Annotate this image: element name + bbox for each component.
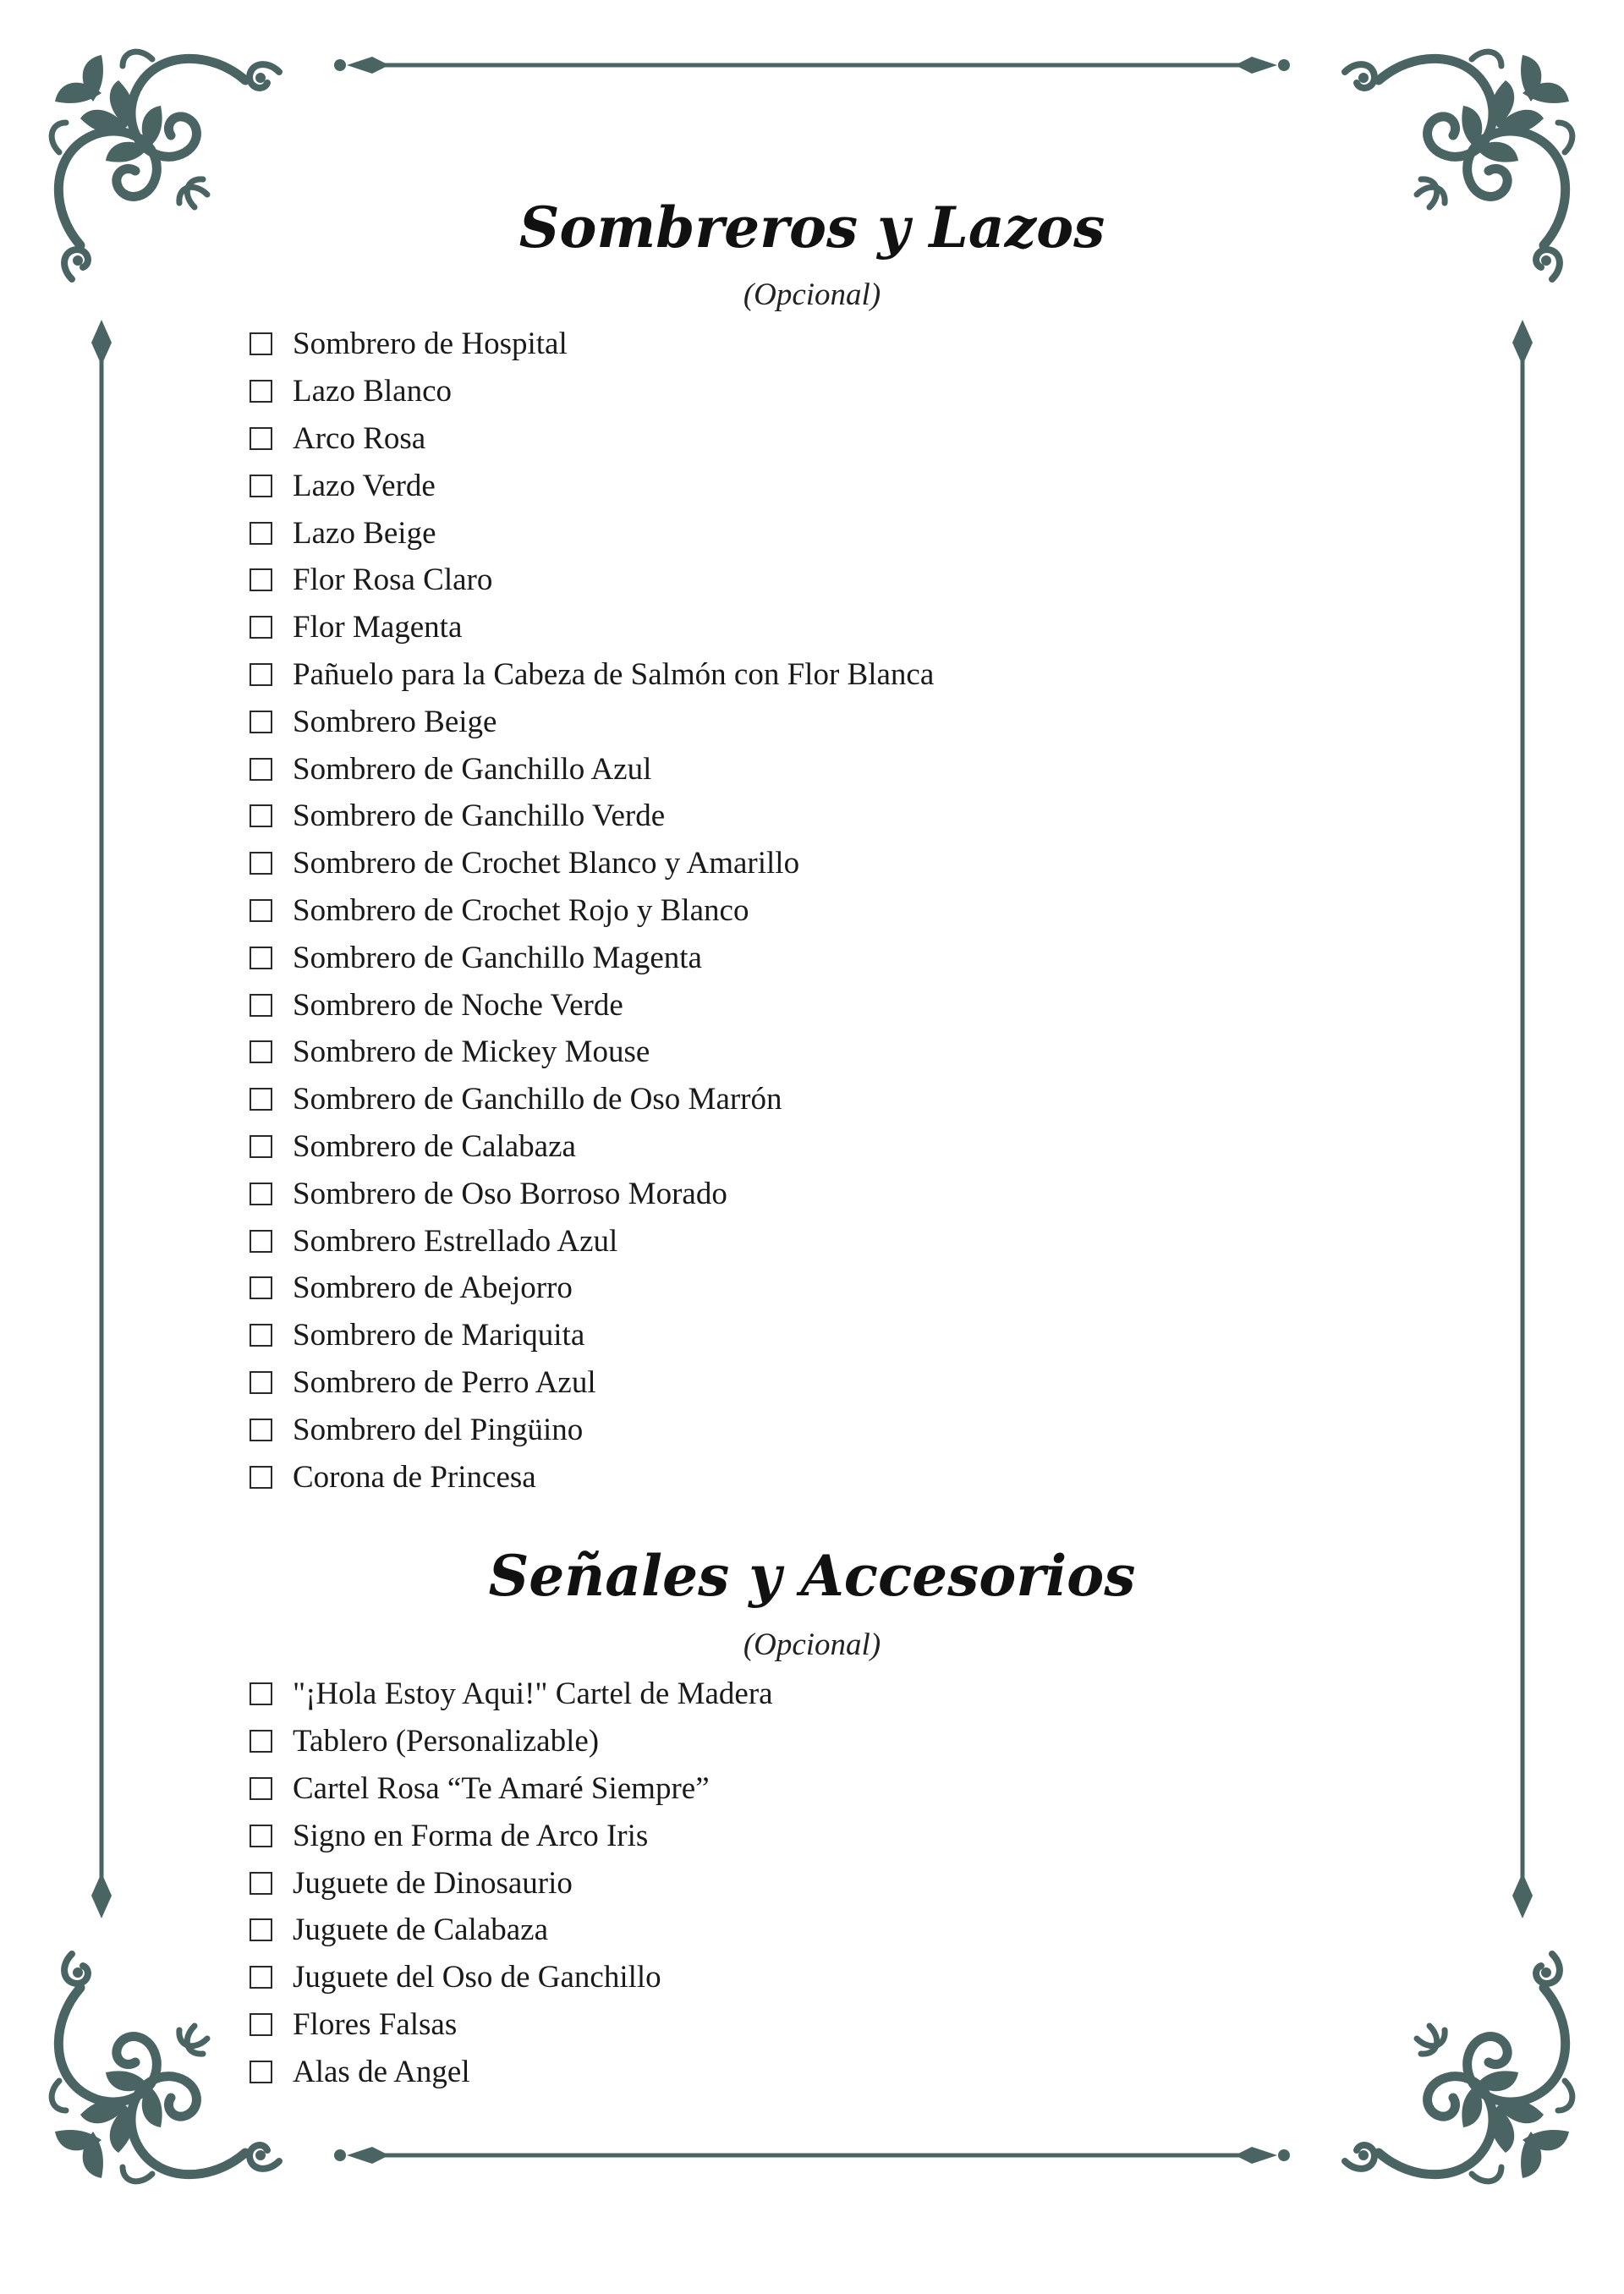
checkbox[interactable] xyxy=(250,1872,272,1895)
item-label: Juguete de Dinosaurio xyxy=(293,1865,573,1901)
list-item xyxy=(250,1312,934,1359)
checkbox[interactable] xyxy=(250,1183,272,1205)
item-label: "¡Hola Estoy Aqui!" Cartel de Madera xyxy=(293,1677,773,1712)
list-item xyxy=(250,1123,934,1171)
list-item xyxy=(250,604,934,651)
list-item xyxy=(250,2048,773,2095)
list-item xyxy=(250,1812,773,1859)
checkbox[interactable] xyxy=(250,616,272,639)
checkbox[interactable] xyxy=(250,711,272,733)
item-label: Flores Falsas xyxy=(293,2006,458,2042)
list-item xyxy=(250,415,934,463)
checkbox[interactable] xyxy=(250,568,272,591)
checkbox[interactable] xyxy=(250,1230,272,1253)
section-subtitle-hats: (Opcional) xyxy=(743,277,881,312)
list-item xyxy=(250,1359,934,1407)
list-item xyxy=(250,698,934,745)
checkbox[interactable] xyxy=(250,1466,272,1489)
checkbox[interactable] xyxy=(250,522,272,545)
checkbox[interactable] xyxy=(250,758,272,781)
checkbox[interactable] xyxy=(250,1371,272,1394)
item-label: Lazo Beige xyxy=(293,515,436,551)
list-item xyxy=(250,1265,934,1312)
checkbox[interactable] xyxy=(250,1966,272,1989)
list-item xyxy=(250,509,934,557)
list-item xyxy=(250,1765,773,1813)
list-item xyxy=(250,1453,934,1501)
item-label: Sombrero de Calabaza xyxy=(293,1128,576,1164)
checkbox[interactable] xyxy=(250,1682,272,1705)
list-item xyxy=(250,557,934,604)
list-item xyxy=(250,1907,773,1954)
item-label: Sombrero de Crochet Blanco y Amarillo xyxy=(293,846,800,881)
checkbox[interactable] xyxy=(250,1777,272,1800)
list-item xyxy=(250,1217,934,1265)
section-title-hats: Sombreros y Lazos xyxy=(518,195,1106,261)
item-label: Juguete de Calabaza xyxy=(293,1913,549,1948)
checkbox[interactable] xyxy=(250,380,272,403)
item-label: Flor Rosa Claro xyxy=(293,563,493,598)
checkbox[interactable] xyxy=(250,427,272,450)
item-label: Signo en Forma de Arco Iris xyxy=(293,1818,649,1853)
list-item xyxy=(250,462,934,509)
item-label: Lazo Verde xyxy=(293,468,436,503)
item-label: Lazo Blanco xyxy=(293,374,452,409)
item-label: Cartel Rosa “Te Amaré Siempre” xyxy=(293,1770,710,1806)
item-label: Flor Magenta xyxy=(293,610,463,645)
list-item xyxy=(250,1718,773,1765)
item-label: Pañuelo para la Cabeza de Salmón con Flor Blanca xyxy=(293,656,935,692)
item-label: Sombrero de Perro Azul xyxy=(293,1364,596,1400)
checkbox[interactable] xyxy=(250,475,272,497)
list-item xyxy=(250,1954,773,2001)
checkbox[interactable] xyxy=(250,1040,272,1063)
list-item xyxy=(250,745,934,793)
checkbox[interactable] xyxy=(250,852,272,875)
item-label: Arco Rosa xyxy=(293,420,426,456)
checkbox[interactable] xyxy=(250,1918,272,1941)
item-label: Sombrero de Mariquita xyxy=(293,1318,585,1353)
item-label: Juguete del Oso de Ganchillo xyxy=(293,1960,661,1995)
item-label: Sombrero del Pingüino xyxy=(293,1412,584,1447)
item-label: Sombrero de Abejorro xyxy=(293,1270,573,1306)
item-label: Corona de Princesa xyxy=(293,1459,536,1495)
item-label: Sombrero Estrellado Azul xyxy=(293,1223,618,1259)
item-label: Sombrero de Ganchillo Azul xyxy=(293,751,652,787)
item-label: Tablero (Personalizable) xyxy=(293,1724,600,1759)
list-item xyxy=(250,651,934,699)
list-item xyxy=(250,840,934,887)
list-item xyxy=(250,1671,773,1718)
list-item xyxy=(250,1406,934,1453)
checkbox[interactable] xyxy=(250,1825,272,1847)
item-label: Sombrero de Ganchillo Magenta xyxy=(293,940,702,975)
list-item xyxy=(250,887,934,935)
item-label: Sombrero Beige xyxy=(293,704,497,739)
list-item xyxy=(250,934,934,981)
checkbox[interactable] xyxy=(250,994,272,1017)
item-label: Sombrero de Noche Verde xyxy=(293,987,623,1023)
checkbox[interactable] xyxy=(250,947,272,969)
checkbox[interactable] xyxy=(250,663,272,686)
checkbox[interactable] xyxy=(250,1730,272,1753)
item-label: Sombrero de Ganchillo Verde xyxy=(293,799,666,834)
list-item xyxy=(250,1076,934,1123)
section-title-signs: Señales y Accesorios xyxy=(488,1543,1136,1609)
item-label: Sombrero de Hospital xyxy=(293,327,568,362)
checkbox[interactable] xyxy=(250,2013,272,2036)
list-item xyxy=(250,1170,934,1217)
checkbox[interactable] xyxy=(250,332,272,355)
list-item xyxy=(250,981,934,1029)
list-item xyxy=(250,321,934,368)
item-label: Sombrero de Crochet Rojo y Blanco xyxy=(293,892,749,928)
item-label: Sombrero de Mickey Mouse xyxy=(293,1034,650,1070)
checkbox[interactable] xyxy=(250,1088,272,1111)
list-item xyxy=(250,1859,773,1907)
checkbox[interactable] xyxy=(250,1324,272,1347)
list-item xyxy=(250,1029,934,1076)
list-item xyxy=(250,368,934,415)
list-item xyxy=(250,793,934,840)
item-label: Sombrero de Ganchillo de Oso Marrón xyxy=(293,1082,782,1117)
checkbox[interactable] xyxy=(250,1276,272,1299)
item-label: Alas de Angel xyxy=(293,2054,470,2089)
checkbox[interactable] xyxy=(250,804,272,827)
list-item xyxy=(250,2001,773,2049)
section-subtitle-signs: (Opcional) xyxy=(743,1627,881,1662)
checkbox[interactable] xyxy=(250,2061,272,2083)
hats-checklist xyxy=(250,321,934,1501)
signs-checklist xyxy=(250,1671,773,2095)
checkbox[interactable] xyxy=(250,1419,272,1441)
checkbox[interactable] xyxy=(250,899,272,922)
checkbox[interactable] xyxy=(250,1135,272,1158)
item-label: Sombrero de Oso Borroso Morado xyxy=(293,1176,727,1211)
